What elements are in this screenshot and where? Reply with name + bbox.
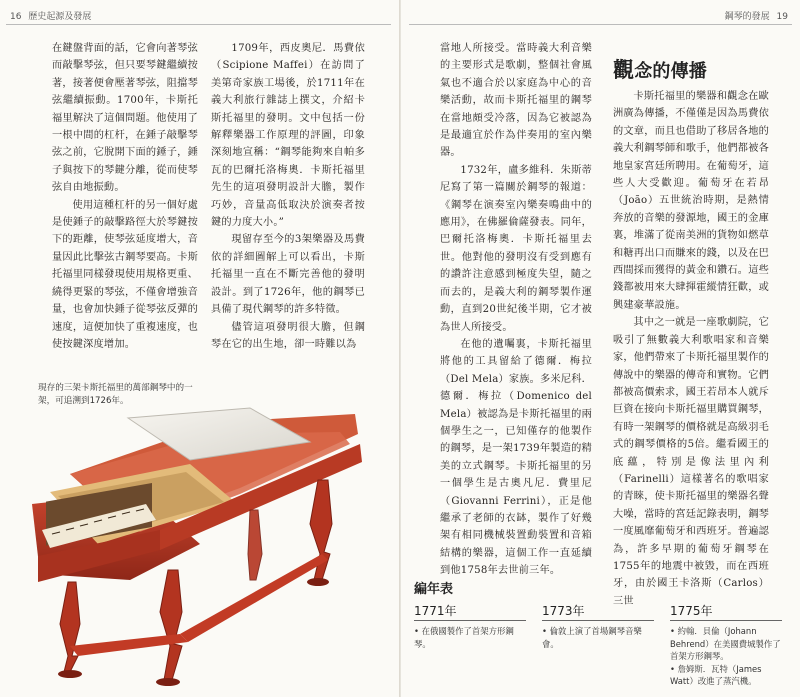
right-col2-para-2: 其中之一就是一座歌劇院，它吸引了無數義大利歌唱家和音樂家，他們帶來了卡斯托福里製作的傳說中的樂器的傳奇和實物。它們都被高價索求，國王若昂本人就斥巨資在接向卡斯托福里購買鋼琴，有時一架鋼琴的價格就是高級羽毛式的鋼琴價格的5倍。繼看國王的底蘊，特別是像法里內利（Farinelli）這樣著名的歌唱家的青睞，使卡斯托福里的樂器名聲大噪，當時的宮廷記錄表明，鋼琴一度風靡葡萄牙和西班牙。普遍認為，許多早期的葡萄牙鋼琴在1755年的地震中被毀，而在西班牙，由於國王卡洛斯（Carlos）三世 <box>613 317 769 607</box>
left-col2-para-2: 現留存至今的3架樂器及馬費依的詳細圖解上可以看出，卡斯托福里一直在不斷完善他的發明設計。到了1726年，他的鋼琴已具備了現代鋼琴的許多特徵。 <box>211 234 365 316</box>
section-title-first-char: 觀 <box>613 58 635 82</box>
left-col2-para-3: 儘管這項發明很大膽，但鋼琴在它的出生地，卻一時難以為 <box>211 321 365 350</box>
timeline-event: • 詹姆斯．瓦特（James Watt）改進了蒸汽機。 <box>670 663 782 688</box>
right-column-1 <box>440 40 592 580</box>
left-running-head <box>6 9 91 23</box>
left-col1-para-1: 在鍵盤背面的話，它會向著琴弦而敲擊琴弦，但只要琴鍵繼續按著，接著便會壓著琴弦，阻擋琴弦繼續振動。1700年，卡斯托福里解決了這個問題。他使用了一根中間的杠杆，在錘子敲擊琴弦之前，它脫開下面的錘子，錘子與按下的琴鍵分離，從而使琴弦自由地振動。 <box>52 43 198 194</box>
timeline-entry <box>670 602 782 688</box>
timeline-entry <box>414 602 526 650</box>
left-page-number: 16 <box>10 12 22 22</box>
right-running-title: 鋼琴的發展 <box>724 12 770 22</box>
timeline-event: • 倫敦上演了首場鋼琴音樂會。 <box>542 625 654 650</box>
section-title-rest: 念的傳播 <box>634 61 708 82</box>
right-running-head <box>725 9 792 23</box>
left-running-title: 歷史起源及發展 <box>28 12 92 22</box>
right-header-rule <box>409 24 792 25</box>
right-page-number: 19 <box>776 12 788 22</box>
left-header-rule <box>6 24 391 25</box>
left-col1-para-2: 使用這種杠杆的另一個好處是使錘子的敲擊路徑大於琴鍵按下的距離，使琴弦延度增大，音量因此比擊弦古鋼琴要高。卡斯托福里同樣發現使用規格更重、繞得更緊的琴弦，不僅會增強音量，也會加快錘子從琴弦反彈的速度，這便加快了重複速度，也使按鍵深度增加。 <box>52 199 198 350</box>
right-col2-para-1: 卡斯托福里的樂器和觀念在歐洲廣為傳播，不僅僅是因為馬費依的文章，而且也借助了移居各地的義大利鋼琴師和歌手，他們都被各地皇家宮廷所聘用。在葡萄牙，這些人大受歡迎。葡萄牙在若昂（João）五世統治時期，是熱情奔放的音樂的發源地，國王的金庫裏，堆滿了從南美洲的貨物如燃草和糖再出口而賺來的錢，以及在巴西間採而獲得的黃金和鑽石。這些錢都被用來大肆揮霍縱情狂歡，或興建豪華設施。 <box>613 91 769 311</box>
right-col1-para-2: 1732年，盧多維科．朱斯蒂尼寫了第一篇關於鋼琴的報道：《鋼琴在演奏室內樂奏鳴曲中的應用》，在佛羅倫薩發表。同年，巴爾托洛梅奧．卡斯托福里去世。他對他的發明沒有受到應有的讚許注意感到極度失望，隨之而去的，是義大利的鋼琴製作運動，直到20世紀後半期，它才被為世人所接受。 <box>440 164 592 333</box>
timeline-entry <box>542 602 654 650</box>
timeline-year: 1773年 <box>542 602 654 621</box>
timeline-year: 1775年 <box>670 602 782 621</box>
right-column-2 <box>613 58 769 610</box>
left-column-2 <box>211 40 365 353</box>
left-page <box>0 0 399 697</box>
right-col1-para-3: 在他的遺囑裏，卡斯托福里將他的工具留給了德爾．梅拉（Del Mela）家族。多米尼科．德爾．梅拉（Domenico del Mela）被認為是卡斯托福里的兩個學生之一，已知僅存的他製作的鋼琴，是一架1739年製造的精美的立式鋼琴。卡斯托福里的另一個學生是古奧凡尼．費里尼（Giovanni Ferrini），正是他繼承了老師的衣缽，製作了好幾架有相同機械裝置動裝置和音箱結構的樂器，這個工作一直延續到他1758年去世前三年。 <box>440 338 592 577</box>
right-col1-para-1: 當地人所接受。當時義大利音樂的主要形式是歌劇，整個社會風氣也不適合於以家庭為中心的音樂活動，故而卡斯托福里的鋼琴在當地頗受冷落，因為它被認為是最適宜於作為伴奏用的室內樂器。 <box>440 43 592 159</box>
timeline-year: 1771年 <box>414 602 526 621</box>
chronology-timeline <box>414 578 794 686</box>
left-col2-para-1: 1709年，西皮奧尼．馬費依（Scipione Maffei）在訪問了美第奇家族工場後，於1711年在義大利旅行雜誌上撰文，介紹卡斯托福里的發明。文中包括一份解釋樂器工作原理的評圖，印象深刻地宣稱：“鋼琴能夠來自帕多瓦的巴爾托洛梅奧．卡斯托福里先生的這項發明設計大膽，製作巧妙，音量高低取決於演奏者按鍵的力度大小。” <box>211 43 365 229</box>
timeline-event: • 約翰．貝倫（Johann Behrend）在美國費城製作了首架方形鋼琴。 <box>670 625 782 663</box>
timeline-event: • 在俄國製作了首架方形鋼琴。 <box>414 625 526 650</box>
section-title <box>613 58 769 84</box>
photo-caption: 現存的三架卡斯托福里的萬部鋼琴中的一架，可追溯到1726年。 <box>38 383 193 406</box>
left-column-1 <box>52 40 198 353</box>
cristofori-piano-photo <box>10 384 390 690</box>
timeline-title: 編年表 <box>414 582 454 597</box>
